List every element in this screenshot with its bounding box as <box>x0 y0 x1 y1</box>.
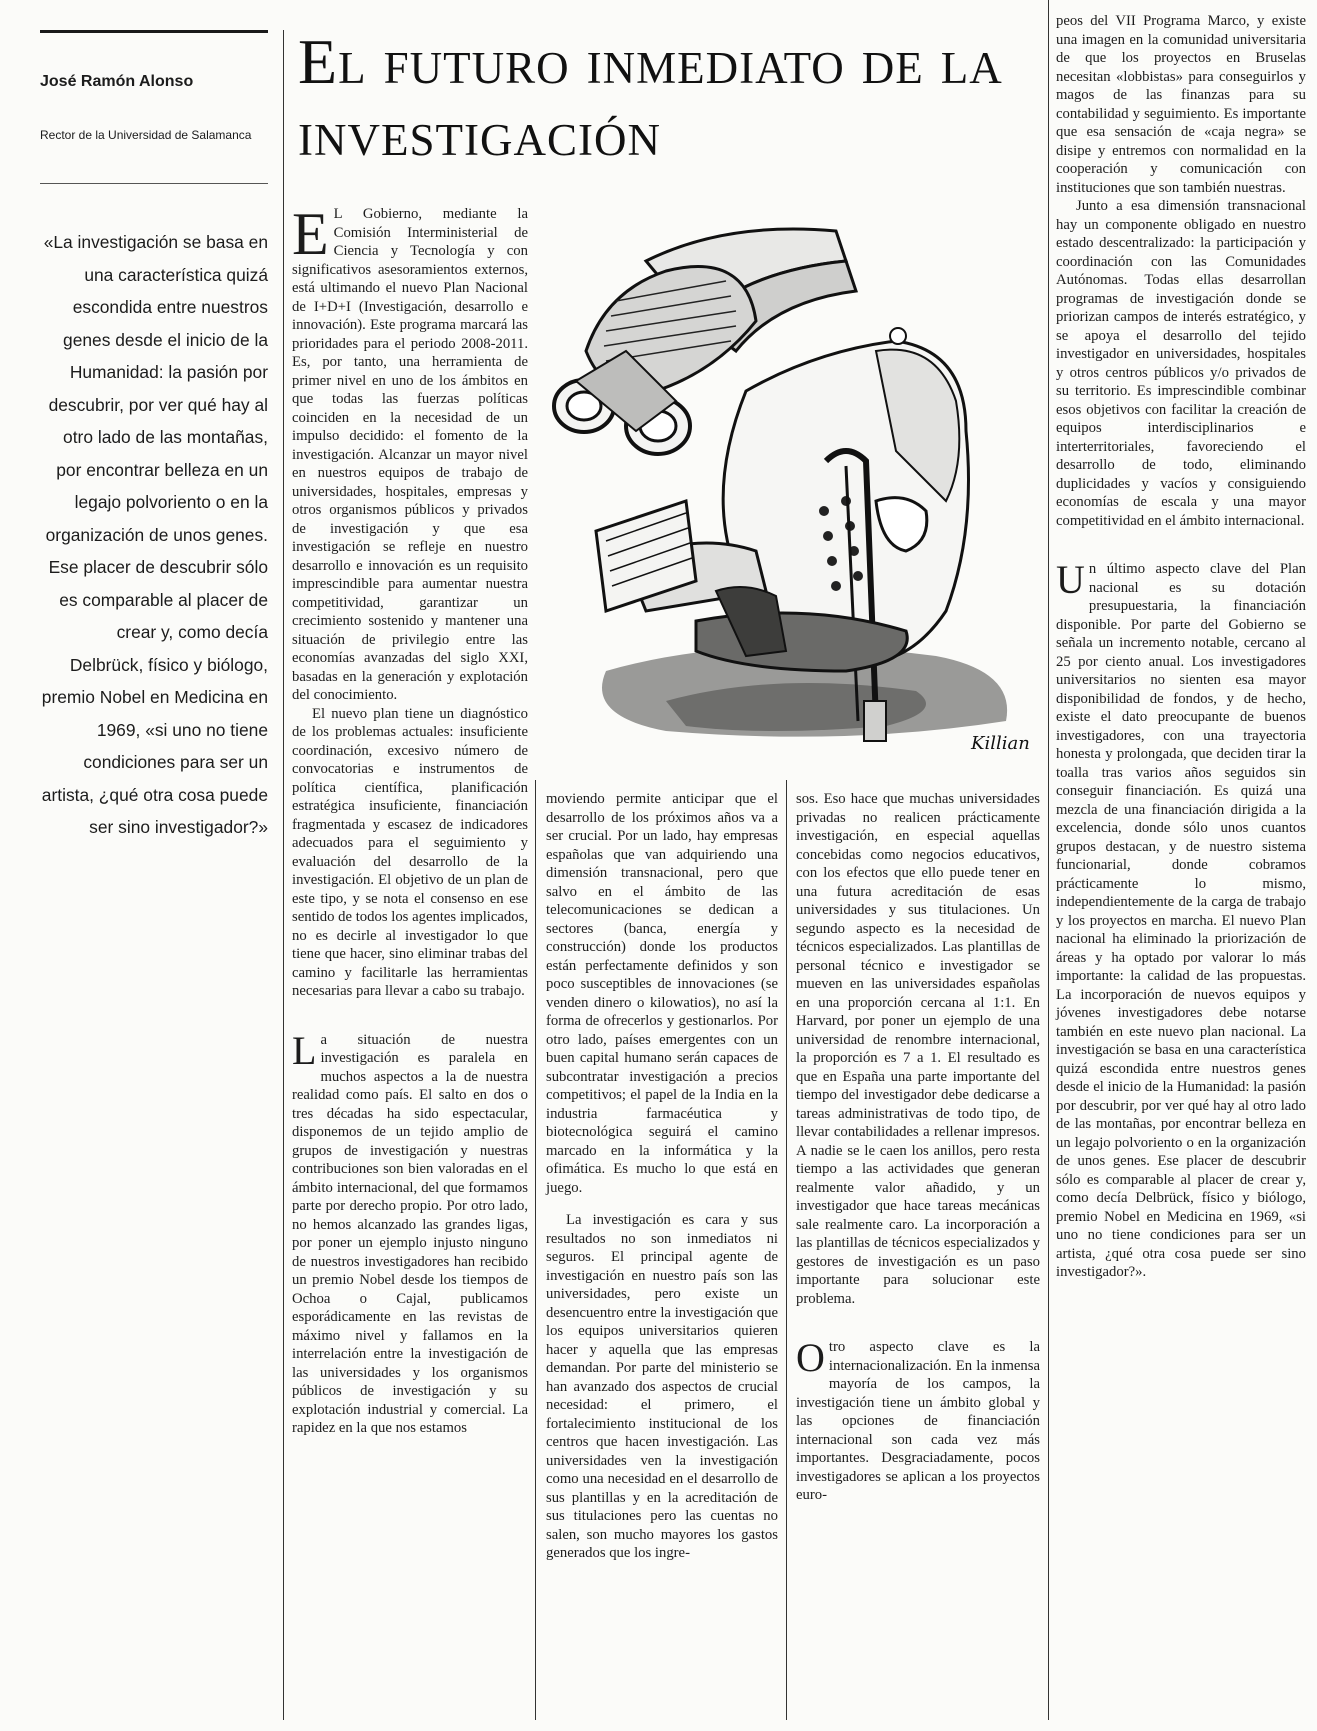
illustration-signature: Killian <box>971 733 1030 754</box>
article-paragraph: sos. Eso hace que muchas universidades privadas no realicen prácticamente investigación, en especial aquellas concebidas como negocios educativos, con los efectos que ello puede tener en una futura acreditación de esas universidades y sus titulaciones. Un segundo aspecto es la necesidad de técnicos especializados. Las plantillas de personal técnico e investigador se mueven en las universidades españolas en una proporción cercana al 1:1. En Harvard, por poner un ejemplo de una universidad de renombre internacional, la proporción es 7 a 1. El resultado es que en España una parte importante del tiempo del investigador debe dedicarse a tareas administrativas de todo tipo, de llevar contabilidades a rellenar impresos. A nadie se le caen los anillos, pero resta tiempo a las actividades que generan realmente valor añadido, y un investigador que hace tareas mecánicas sale realmente caro. La incorporación a las plantillas de técnicos especializados y gestores de investigación es un paso importante para solucionar este problema. <box>796 791 1040 1307</box>
editorial-illustration <box>546 201 1046 777</box>
article-column-2 <box>546 790 778 1563</box>
drop-cap: L <box>292 1027 317 1073</box>
article-paragraph: moviendo permite anticipar que el desarrollo de los próximos años va a ser crucial. Por un lado, hay empresas españolas que van adquiriendo una dimensión transnacional, pero que salvo en el ámbito de las telecomunicaciones se dedican a sectores (banca, energía y construcción) donde los productos están perfectamente definidos y son poco susceptibles de innovaciones (se venden dinero o kilowatios), no así la forma de ofrecerlos y gestionarlos. Por otro lado, países emergentes con un buen capital humano serán capaces de subcontratar investigación a precios competitivos; el papel de la India en la industria farmacéutica y biotecnológica seguirá el camino marcado en la informática y la ofimática. Es mucho lo que está en juego. <box>546 791 778 1196</box>
pull-quote: «La investigación se basa en una característica quizá escondida entre nuestros genes desde el inicio de la Humanidad: la pasión por descubrir, por ver qué hay al otro lado de las montañas, por encontrar belleza en un legajo polvoriento o en la organización de unos genes. Ese placer de descubrir sólo es comparable al placer de crear y, como decía Delbrück, físico y biólogo, premio Nobel en Medicina en 1969, «si uno no tiene condiciones para ser un artista, ¿qué otra cosa puede ser sino investigador?» <box>41 232 268 837</box>
author-divider <box>40 183 268 184</box>
drop-cap: E <box>292 201 329 267</box>
column-rule <box>1048 0 1049 1720</box>
paragraph-text: n último aspecto clave del Plan nacional es su dotación presupuestaria, la financiación disponible. Por parte del Gobierno se señala un incremento notable, cercano al 25 por ciento anual. Los investigadores universitarios no sienten esa mayor disponibilidad de fondos, y de hecho, existe el dato preocupante de buenos investigadores, con una trayectoria honesta y prolongada, que deciden tirar la toalla tras varios años seguidos sin conseguir financiación. Es quizá una mezcla de una financiación dirigida a la excelencia, donde sólo unos cuantos grupos destacan, y de nuestro sistema funcionarial, donde cobramos prácticamente lo mismo, independientemente de la carga de trabajo y los proyectos en marcha. El nuevo Plan nacional ha eliminado la priorización de áreas y ha optado por valorar lo más importante: la calidad de las propuestas. La incorporación de nuevos equipos y jóvenes investigadores debe notarse también en este nuevo plan nacional. La investigación se basa en una característica quizá escondida entre nuestros genes desde el inicio de la Humanidad: la pasión por descubrir, por ver qué hay al otro lado de las montañas, por encontrar belleza en un legajo polvoriento o en la organización de unos genes. Ese placer de descubrir sólo es comparable al placer de crear y, como decía Delbrück, físico y biólogo, premio Nobel en Medicina en 1969, «si uno no tiene condiciones para ser un artista, ¿qué otra cosa puede ser sino investigador?». <box>1056 561 1306 1280</box>
drop-cap: U <box>1056 557 1085 602</box>
article-paragraph <box>1056 557 1306 1282</box>
paragraph-text: tro aspecto clave es la internacionalización. En la inmensa mayoría de los campos, la investigación tiene un ámbito global y las opciones de financiación internacional son cada vez más importantes. Desgraciadamente, pocos investigadores se aplican a los proyectos euro- <box>796 1339 1040 1503</box>
top-rule <box>40 30 268 33</box>
author-role: Rector de la Universidad de Salamanca <box>40 128 252 142</box>
article-paragraph <box>796 1335 1040 1505</box>
article-column-3 <box>796 790 1040 1505</box>
column-rule <box>786 780 787 1720</box>
article-paragraph: Junto a esa dimensión transnacional hay un componente obligado en nuestro estado descentralizado: la participación y coordinación con las Comunidades Autónomas. Todas ellas desarrollan programas de investigación donde se priorizan campos de interés estratégico, y se apoya el desarrollo del tejido investigador en universidades, hospitales y otros centros públicos y/o privados de su territorio. Es imprescindible combinar esos objetivos con facilitar la creación de equipos interdisciplinarios e interterritoriales, favoreciendo el desarrollo de todo, eliminando duplicidades y vacíos y consiguiendo economías de escala y una mayor competitividad en el ámbito internacional. <box>1056 198 1306 529</box>
paragraph-text: a situación de nuestra investigación es paralela en muchos aspectos a la de nuestra realidad como país. El salto en dos o tres décadas ha sido espectacular, disponemos de un tejido amplio de grupos de investigación y nuestras contribuciones son bien valoradas en el ámbito internacional, del que formamos parte por derecho propio. Por otro lado, no hemos alcanzado las grandes ligas, por poner un ejemplo injusto ninguno de nuestros investigadores han recibido un premio Nobel desde los tiempos de Ochoa o Cajal, publicamos esporádicamente en las revistas de máximo nivel y fallamos en la interrelación entre la investigación de las universidades y los organismos públicos de investigación y su explotación industrial y comercial. La rapidez en la que nos estamos <box>292 1031 528 1436</box>
article-paragraph: peos del VII Programa Marco, y existe una imagen en la comunidad universitaria de que los proyectos en Bruselas necesitan «lobbistas» para conseguirlos y magos de las finanzas para su contabilidad y seguimiento. Es importante que esa sensación de «caja negra» se disipe y entremos con normalidad en la cooperación y comunicación con instituciones que son también nuestras. <box>1056 13 1306 196</box>
article-paragraph: La investigación es cara y sus resultados no son inmediatos ni seguros. El principal agente de investigación en nuestro país son las universidades, pero existe un desencuentro entre la investigación que los equipos universitarios quieren hacer y aquella que las empresas demandan. Por parte del ministerio se han avanzado dos aspectos de crucial necesidad: el primero, el fortalecimiento institucional de los centros que hacen investigación. Las universidades ven la investigación como una necesidad en el desarrollo de sus plantillas y en la acreditación de sus titulaciones pero las cuentas no salen, son mucho mayores los gastos generados que los ingre- <box>546 1212 778 1561</box>
article-column-4 <box>1056 12 1306 1282</box>
column-rule <box>283 30 284 1720</box>
drop-cap: O <box>796 1335 825 1380</box>
headline: El futuro inmediato de la investigación <box>298 26 1003 169</box>
article-paragraph <box>292 1027 528 1438</box>
paragraph-text: L Gobierno, mediante la Comisión Interministerial de Ciencia y Tecnología y con significativos asesoramientos externos, está ultimando el nuevo Plan Nacional de I+D+I (Investigación, desarrollo e innovación). Este programa marcará las prioridades para el periodo 2008-2011. Es, por tanto, una herramienta de primer nivel en uno de los ámbitos en que todas las fuerzas políticas coinciden en la necesidad de un impulso decidido: el fomento de la investigación. Alcanzar un mayor nivel en nuestros equipos de trabajo de universidades, hospitales, empresas y otros organismos públicos y privados de investigación y que esa investigación se refleje en nuestro desarrollo e innovación es un requisito imprescindible para aumentar nuestra competitividad, garantizar un crecimiento sostenido y mantener una situación de privilegio entre las economías avanzadas del siglo XXI, basadas en la generación y explotación del conocimiento. <box>292 206 528 703</box>
article-paragraph: El nuevo plan tiene un diagnóstico de los problemas actuales: insuficiente coordinación, excesivo número de convocatorias e instrumentos de política científica, planificación estratégica insuficiente, financiación fragmentada y escasez de indicadores adecuados para el seguimiento y evaluación del desarrollo de la investigación. El objetivo de un plan de este tipo, y se nota el consenso en ese sentido de todos los agentes implicados, no es decirle al investigador lo que tiene que hacer, sino eliminar trabas del camino y facilitarle las herramientas necesarias para llevar a cabo su trabajo. <box>292 705 528 999</box>
author-name: José Ramón Alonso <box>40 73 194 90</box>
article-paragraph <box>292 201 528 705</box>
column-rule <box>535 780 536 1720</box>
article-column-1 <box>292 201 528 1438</box>
